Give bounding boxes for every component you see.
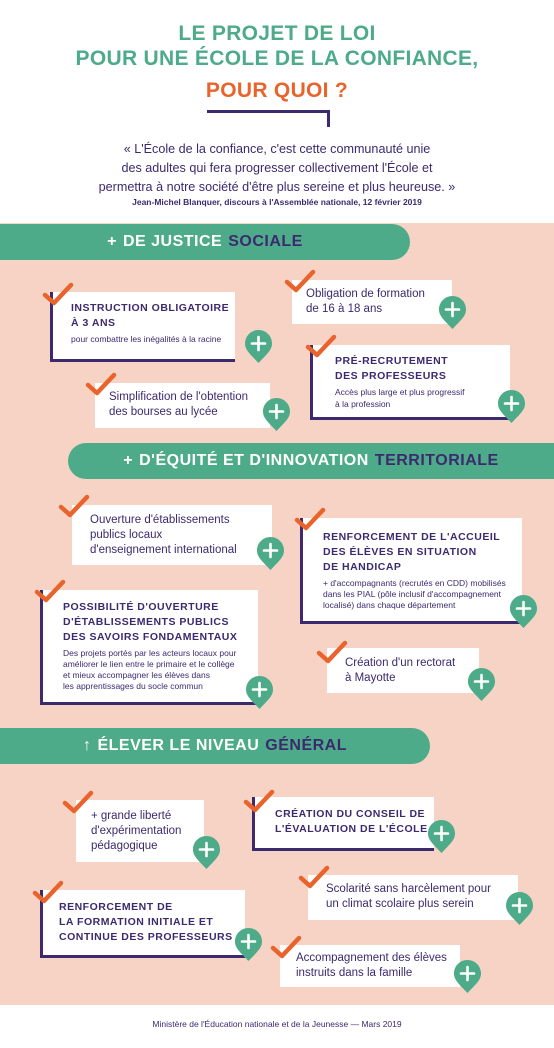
title-line-2: POUR UNE ÉCOLE DE LA CONFIANCE, <box>75 47 479 70</box>
check-icon <box>85 372 117 398</box>
section-banner-justice: + DE JUSTICE SOCIALE <box>0 224 410 260</box>
check-icon <box>316 640 348 666</box>
card-ouverture-international: Ouverture d'établissements publics locaux d'enseignement international <box>72 505 272 565</box>
plus-icon[interactable] <box>454 960 481 993</box>
title-line-3: POUR QUOI ? <box>205 79 349 102</box>
check-icon <box>42 282 74 308</box>
check-icon <box>298 865 330 891</box>
card-simplification-bourses: Simplification de l'obtention des bourses au lycée <box>95 383 270 428</box>
plus-icon[interactable] <box>498 390 525 423</box>
card-rectorat-mayotte: Création d'un rectorat à Mayotte <box>327 648 479 693</box>
card-accompagnement-famille: Accompagnement des élèves instruits dans la famille <box>280 945 460 987</box>
plus-icon[interactable] <box>257 537 284 570</box>
check-icon <box>34 579 66 605</box>
check-icon <box>58 494 90 520</box>
plus-icon[interactable] <box>439 296 466 329</box>
section-banner-niveau: ↑ ÉLEVER LE NIVEAU GÉNÉRAL <box>0 728 430 764</box>
section-banner-equite: + D'ÉQUITÉ ET D'INNOVATION TERRITORIALE <box>68 443 554 479</box>
quote-source: Jean-Michel Blanquer, discours à l'Assemblée nationale, 12 février 2019 <box>132 197 422 207</box>
plus-icon[interactable] <box>510 595 537 628</box>
plus-icon[interactable] <box>506 892 533 925</box>
card-instruction-obligatoire: INSTRUCTION OBLIGATOIRE À 3 ANS pour combattre les inégalités à la racine <box>50 292 235 362</box>
plus-icon[interactable] <box>428 820 455 853</box>
check-icon <box>32 880 64 906</box>
title-line-1: LE PROJET DE LOI <box>178 22 376 45</box>
card-renforcement-handicap: RENFORCEMENT DE L'ACCUEIL DES ÉLÈVES EN SITUATION DE HANDICAP + d'accompagnants (recrutés en CDD) mobilisés dans les PIAL (pôle inclusif d'accompagnement localisé) dans chaque département <box>300 518 522 624</box>
card-liberte-experimentation: + grande liberté d'expérimentation pédagogique <box>76 800 204 862</box>
check-icon <box>270 935 302 961</box>
card-savoirs-fondamentaux: POSSIBILITÉ D'OUVERTURE D'ÉTABLISSEMENTS PUBLICS DES SAVOIRS FONDAMENTAUX Des projets portés par les acteurs locaux pour améliorer le lien entre le primaire et le collège et mieux accompagner les élèves dans les apprentissages du socle commun <box>40 590 258 705</box>
check-icon <box>62 790 94 816</box>
quote: « L'École de la confiance, c'est cette communauté unie des adultes qui fera progresser collectivement l'École et permettra à notre société d'être plus sereine et plus heureuse. » <box>98 142 456 194</box>
plus-icon[interactable] <box>245 330 272 363</box>
plus-icon[interactable] <box>246 676 273 709</box>
check-icon <box>305 334 337 360</box>
title-underline <box>207 110 330 113</box>
title-underline-tick <box>327 110 330 127</box>
card-renforcement-formation: RENFORCEMENT DE LA FORMATION INITIALE ET CONTINUE DES PROFESSEURS <box>40 890 245 958</box>
card-scolarite-harcelement: Scolarité sans harcèlement pour un climat scolaire plus serein <box>308 875 518 920</box>
plus-icon[interactable] <box>263 398 290 431</box>
plus-icon[interactable] <box>468 668 495 701</box>
check-icon <box>284 269 316 295</box>
footer: Ministère de l'Éducation nationale et de la Jeunesse — Mars 2019 <box>152 1019 402 1029</box>
card-conseil-evaluation: CRÉATION DU CONSEIL DE L'ÉVALUATION DE L'ÉCOLE <box>252 797 434 851</box>
check-icon <box>243 789 275 815</box>
plus-icon[interactable] <box>235 928 262 961</box>
plus-icon[interactable] <box>193 836 220 869</box>
card-obligation-formation: Obligation de formation de 16 à 18 ans <box>292 280 452 324</box>
card-pre-recrutement: PRÉ-RECRUTEMENT DES PROFESSEURS Accès plus large et plus progressif à la profession <box>310 345 510 420</box>
check-icon <box>294 507 326 533</box>
